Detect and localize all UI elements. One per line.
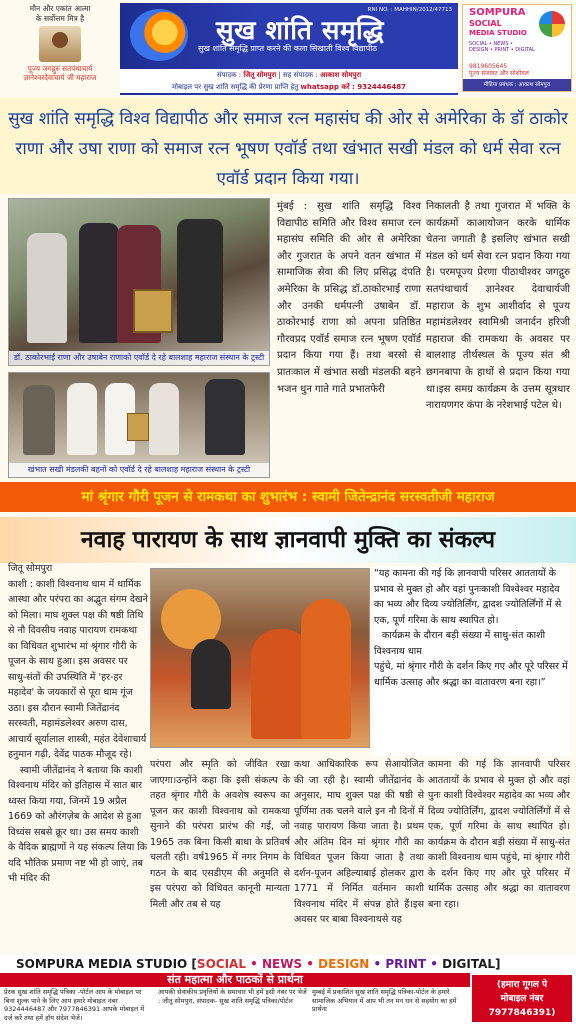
article2-body-2: स्वामी जीतेंद्रानंद ने बताया कि काशी विश्वनाथ मंदिर को इतिहास में सात बार ध्वस्त किया गया, जिनमें 19 अप्रैल 1669 को औरंगज़ेब के आदेश से हुआ विध्वंस सबसे क्रूर था। उस समय काशी के वैदिक ब्राह्मणों ने यह संकल्प लिया कि यदि भौतिक प्रमाण नष्ट भी हो जाएं, तब भी मंदिर की xyxy=(8,764,147,884)
article1-column-1: मुंबई : सुख शांति समृद्धि विश्व विद्यापीठ समिति और विश्व समाज रत्न महासंघ समिति की ओर से अमेरिका और गुजरात के अपने वतन खंभात में सामाजिक सेवा की लिए प्रसिद्ध दंपति अमेरिका के प्रसिद्ध डॉ.ठाकोरभाई राणा और उनकी धर्मपत्नी उषाबेन डॉ. ठाकोरभाई राणा को अपना प्रतिष्ठित गौरवप्रद एवॉर्ड समाज रत्न भूषण एवॉर्ड प्रदान किया गया हैं। तथा बरसो से प्रातःकाल में खंभात सखी मंडलकी बहने भजन धुन गाते गाते प्रभातफेरी xyxy=(277,201,421,395)
print-label: • PRINT • xyxy=(369,957,443,971)
newspaper-name: सुख शांति समृद्धि xyxy=(216,16,385,46)
social-label: SOCIAL xyxy=(196,957,246,971)
studio-brand-3: MEDIA STUDIO xyxy=(469,29,527,37)
coeditor-name: आकाश सोमपुरा xyxy=(320,71,362,79)
footer-cell-2: आपकी सेवाकीय प्रवृत्तियों के समाचार भी हमें इसी नंबर पर भेजें : जीतू सोमपुरा, संपादक- सुख शांति समृद्धि पत्रिका/पोर्टल xyxy=(158,988,307,1005)
footer-cell-1: प्रेरक सुख शांति समृद्धि पत्रिका -पोर्टल आप के मोबाइल पर बिना शुल्क पाने के लिए आप हमारे मोबाइल नंबर 9324446487 और 7977846391 आपके मोबाइल में दर्ज करें तथा हमें हॉय संदेश भेजें। xyxy=(4,988,145,1022)
article2-body-1: काशी : काशी विश्वनाथ धाम में धार्मिक आस्था और परंपरा का अद्भुत संगम देखने को मिला। माघ शुक्ल पक्ष की षष्ठी तिथि से नौ दिवसीय नवाह पारायण रामकथा का विधिवत शुभारंभ मां श्रृंगार गौरी के पूजन के साथ हुआ। इस अवसर पर साधु-संतों की उपस्थिति में 'हर-हर महादेव' के जयकारों से पूरा धाम गूंज उठा। इस दौरान स्वामी जितेंद्रानंद सरस्वती, महामंडलेश्वर अरुण दास, आचार्य सूर्यालाल शास्त्री, महंत देवेशाचार्य हनुमान गढ़ी, देवेंद्र पाठक मौजूद रहे। xyxy=(8,578,148,760)
studio-brand: SOMPURA xyxy=(469,7,526,18)
sompura-bar xyxy=(0,955,576,973)
guru-box xyxy=(4,4,116,90)
gpay-label-1: (हमारा गूगल पे xyxy=(496,980,548,990)
editor-label: संपादक : xyxy=(216,71,242,79)
article2-column-4: कामना की गई कि ज्ञानवापी परिसर आततायों के प्रभाव से मुक्त हो और वहां पुनः काशी विश्वेश्वर महादेव का भव्य और दिव्य ज्योतिर्लिंग, द्वादश ज्योतिर्लिंगों में से एक, पूर्ण गरिमा के साथ स्थापित हो। कार्यक्रम के दौरान बड़ी संख्या में साधु-संत काशी विश्वनाथ धाम पहुंचे, मां श्रृंगार गौरी के दर्शन किए गए और पूरे परिसर में धार्मिक उत्साह और श्रद्धा का वातावरण बना रहा। xyxy=(428,759,570,910)
article2-column-2: परंपरा और स्मृति को जीवित रखा जाएगा।उन्होंने कहा कि इसी संकल्प के तहत श्रृंगार गौरी के अवशेष स्वरूप का पूजन कर काशी विश्वनाथ को रामकथा सुनाने की परंपरा प्रारंभ की गई, जो 1965 तक बिना किसी बाधा के प्रतिवर्ष चलती रही। वर्ष1965 में नगर निगम के गठन के बाद एसडीएम की अनुमति से इस परंपरा को विधिवत कानूनी मान्यता मिली और तब से यह xyxy=(150,759,290,910)
editor-name: जितू सोमपुरा xyxy=(243,71,277,79)
studio-name: SOMPURA MEDIA STUDIO [ xyxy=(16,957,197,971)
gpay-label-2: मोबाइल नंबर xyxy=(500,994,544,1004)
design-label: DESIGN xyxy=(318,957,370,971)
article2-column-3: कथा आधिकारिक रूप सेआयोजित की जा रही है। स्वामी जीतेंद्रानंद के अनुसार, माघ शुक्ल पक्ष की षष्ठी से पूर्णिमा तक चलने वाले इन नौ दिनों में नवाह पारायण किया जाता है। प्रथम और अंतिम दिन मां श्रृंगार गौरी का विधिवत पूजन किया जाता है तथा दर्शन-पूजन अहिल्याबाई होलकर द्वारा 1771 में निर्मित वर्तमान काशी विश्वनाथ मंदिर में संपन्न होते हैं।इस अवसर पर बाबा विश्वनाथसे यह xyxy=(294,759,424,925)
article1-column-2: निकालती है तथा गुजरात में भक्ति के कार्यक्रमों काआयोजन करके धार्मिक चेतना जगाती है इसलिए खंभात सखी मंडल को धर्म सेवा रत्न प्रदान किया गया है। परमपूज्य प्रेरणा पीठाधीश्वर जगद्गुरु सतपंथाचार्य ज्ञानेश्वर देवाचार्यजी महाराज के शुभ आशीर्वाद से पूज्य महामंडलेश्वर स्वामिश्री जनार्दन हरिजी महाराज की रामकथा के अवसर पर बालशाह तीर्थस्थल के पूज्य संत श्री छगनबापा के हाथों से प्रदान किया गया था।इस समग्र कार्यक्रम के उत्तम सूत्रधार नारायणगर कंपा के नरेशभाई पटेल थे। xyxy=(426,201,570,412)
media-manager: मीडिया प्रबंधक : आकाश सोमपुरा xyxy=(463,79,571,91)
quote-line-2: के सर्वोत्तम मित्र है xyxy=(35,14,85,23)
award-photo-2 xyxy=(8,372,270,478)
news-label: • NEWS • xyxy=(245,957,319,971)
footer-strip: संत महात्मा और पाठकों से प्रार्थना xyxy=(0,973,470,987)
rni-number: RNI NO. : MAHHIN/2012/47713 xyxy=(367,7,452,13)
photo1-caption: डॉ. ठाकोरभाई राणा और उषाबेन राणाको एवॉर्ड दे रहे बालशाह महाराज संस्थान के ट्रस्टी xyxy=(9,351,269,365)
gpay-box xyxy=(472,975,572,1022)
services-line-1: SOCIAL • NEWS • xyxy=(469,41,513,47)
guru-title-1: पूज्य जगद्गुरु सतपंथाचार्य xyxy=(27,64,93,73)
guru-photo xyxy=(39,26,81,62)
pull-quote-3: पहुंचे, मां श्रृंगार गौरी के दर्शन किए गए और पूरे परिसर में धार्मिक उत्साह और श्रद्धा का वातावरण बना रहा।” xyxy=(374,661,568,688)
main-headline: सुख शांति समृद्धि विश्व विद्यापीठ और समाज रत्न महासंघ की ओर से अमेरिका के डॉ ठाकोर राणा और उषा राणा को समाज रत्न भूषण एवॉर्ड तथा खंभात सखी मंडल को धर्म सेवा रत्न एवॉर्ड प्रदान किया गया। xyxy=(0,98,576,194)
editor-bar xyxy=(120,69,458,93)
guru-title-2: ज्ञानेश्वरदेवाचार्य जी महाराज xyxy=(23,73,97,82)
pull-quote-1: “यह कामना की गई कि ज्ञानवापी परिसर आततायों के प्रभाव से मुक्त हो और वहां पुनःकाशी विश्वेश्वर महादेव का भव्य और दिव्य ज्योतिर्लिंग, द्वादश ज्योतिर्लिंगों में से एक, पूर्ण गरिमा के साथ स्थापित हो। xyxy=(374,568,562,626)
digital-phone: DIGITAL] xyxy=(442,957,501,971)
pull-quote-2: कार्यक्रम के दौरान बड़ी संख्या में साधु-संत काशी विश्वनाथ धाम xyxy=(374,630,546,657)
mobile-line: मोबाइल पर सुख शांति समृद्धि की प्रेरणा प्राप्ति हेतु xyxy=(172,83,299,91)
services-line-2: DESIGN • PRINT • DIGITAL xyxy=(469,47,535,53)
puja-photo xyxy=(150,568,370,748)
pull-quote xyxy=(374,566,570,756)
second-headline: नवाह पारायण के साथ ज्ञानवापी मुक्ति का संकल्प xyxy=(0,517,576,563)
masthead xyxy=(120,3,458,95)
studio-phone-number: 9819605645 xyxy=(469,63,508,70)
award-photo-1 xyxy=(8,198,270,366)
quote-line-1: मौन और एकांत आत्मा xyxy=(29,4,91,13)
byline: जितू सोमपुरा xyxy=(8,563,53,574)
studio-services xyxy=(469,41,535,53)
studio-brand-2: SOCIAL xyxy=(469,19,502,28)
footer-cell-3: मुम्बई में प्रकाशित सुख शांति समृद्धि पत्रिका-पोर्टल के हमारे सामाजिक अभियान में आप भी तन मन धन से सहयोग का हमें प्रार्थना xyxy=(312,988,457,1013)
masthead-logo-icon xyxy=(130,9,188,61)
sompura-studio-ad xyxy=(462,4,572,92)
photo2-caption: खंभात सखी मंडलकी बहनों को एवॉर्ड दे रहे बालशाह महाराज संस्थान के ट्रस्टी xyxy=(9,463,269,477)
pinwheel-logo-icon xyxy=(539,11,565,37)
studio-phone xyxy=(469,63,529,77)
orange-banner: मां श्रृंगार गौरी पूजन से रामकथा का शुभारंभ : स्वामी जितेन्द्रानंद सरस्वतीजी महाराज xyxy=(0,482,576,512)
gpay-number: 7977846391) xyxy=(488,1008,556,1018)
newspaper-tagline: सुख शांति समृद्धि प्राप्त करने की कला सिखाती विश्व विद्यापीठ xyxy=(198,44,377,53)
article2-column-1 xyxy=(8,561,148,887)
footer xyxy=(0,973,576,1024)
whatsapp-number: whatsapp करें : 9324446487 xyxy=(300,83,406,91)
studio-phone-line-2: पूज्य सजावट और सोशीयल xyxy=(469,70,529,77)
coeditor-label: | सह संपादक : xyxy=(278,71,318,79)
